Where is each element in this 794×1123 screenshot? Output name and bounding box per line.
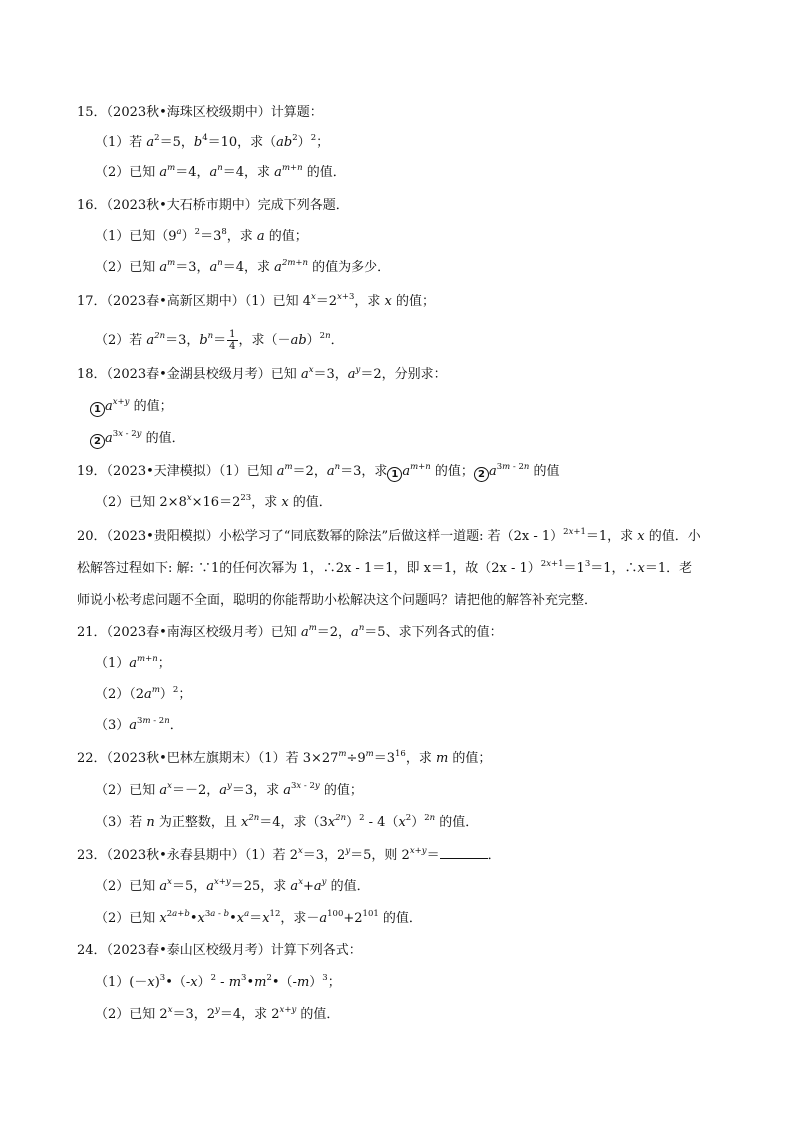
question-15-part-1: （1）若 $a^2=5$，$b^4=10$，求$(ab^2)^2$； [95,133,330,150]
question-24-heading [77,942,362,960]
question-15-heading-text: 15．（2023秋•海珠区校级期中）计算题： [77,105,323,120]
question-23-heading: 23．（2023秋•永春县期中）（1）若 $2^x=3$，$2^y=5$，则 $2^{x+y}=$ ． [77,846,501,863]
question-22-heading: 22．（2023秋•巴林左旗期末）（1）若 $3\times 27^m\div 9^m=3^{16}$，求 m 的值； [77,749,492,766]
question-23-part-2a: （2）已知 $a^x=5$，$a^{x+y}=25$，求 $a^x+a^y$ 的值． [95,877,370,894]
question-17-heading-text: 17．（2023春•高新区期中）（1）已知 [77,294,299,309]
question-18-item-2: 2 $a^{3x - 2y}$ 的值． [90,430,185,449]
circled-number-two: 2 [474,467,489,482]
question-22-part-2: （2）已知 $a^x=-2$，$a^y=3$，求 $a^{3x - 2y}$ 的值； [95,781,363,798]
question-21-part-3: $(3)a^{3m - 2n}$． [95,716,183,733]
question-16-part-1: （1）已知$(9^a)^2=3^8$，求 a 的值； [95,227,308,244]
question-21-heading: 21．（2023春•南海区校级月考）已知 $a^m=2$，$a^n=5$、求下列各式的值： [77,623,503,640]
question-21-part-1: $(1)a^{m+n}$； [95,654,171,671]
question-18-item-1: 1 $a^{x+y}$ 的值； [90,398,173,417]
question-21-part-2: $(2)(2a^m)^2$； [95,685,192,702]
question-18-heading: 18．（2023春•金湖县校级月考）已知 $a^x=3$，$a^y=2$，分别求： [77,365,447,382]
question-16-heading [77,197,349,215]
question-17-part-2: （2）若 $a^{2n}=3$，$b^n=$ $\frac{1}{4}$ ，求$(-ab)^{2n}$． [95,329,344,352]
question-20-line-2: 松解答过程如下: 解: ∵1的任何次幂为 1，∴2x - 1＝1，即 x＝1，故$(2x - 1)^{2x+1}=1^3=1$，∴x＝1．老 [77,559,693,576]
question-21-heading-text: 21．（2023春•南海区校级月考）已知 [77,625,297,640]
question-24-part-1: $(1)(-x)^3•(-x)^2$ - $m^3•m^2•(-m)^3$； [95,973,341,990]
question-23-heading-text: 23．（2023秋•永春县期中）（1）若 [77,848,286,863]
circled-number-two: 2 [90,434,105,449]
question-19-heading: 19．（2023•天津模拟）（1）已知 $a^m=2$，$a^n=3$，求 1 $a^{m+n}$ 的值； 2 $a^{3m - 2n}$ 的值 [77,462,560,480]
question-19-heading-text: 19．（2023•天津模拟）（1）已知 [77,464,273,479]
question-22-part-3: （3）若 n 为正整数，且 $x^{2n}=4$，求$(3x^{2n})^2 - 4(x^2)^{2n}$ 的值． [95,813,479,830]
question-20-line-3-text: 师说小松考虑问题不全面，聪明的你能帮助小松解决这个问题吗？请把他的解答补充完整． [77,593,598,608]
question-24-part-2: （2）已知 $2^x=3$，$2^y=4$，求 $2^{x+y}$ 的值． [95,1005,340,1022]
question-23-part-2b: （2）已知 $x^{2a+b}•x^{3a - b}•x^a=x^{12}$，求$-a^{100}+2^{101}$ 的值． [95,909,422,926]
circled-number-one: 1 [90,402,105,417]
question-15-heading [77,104,323,122]
question-18-heading-text: 18．（2023春•金湖县校级月考）已知 [77,367,297,382]
question-17-heading: 17．（2023春•高新区期中）（1）已知 $4^x=2^{x+3}$，求 x 的值； [77,292,436,309]
question-16-part-2: （2）已知 $a^m=3$，$a^n=4$，求 $a^{2m+n}$ 的值为多少． [95,258,391,275]
question-20-heading-text: 20．（2023•贵阳模拟）小松学习了“同底数幂的除法”后做这样一道题: 若（2x - 1） [77,529,564,544]
answer-blank [440,846,488,859]
question-19-part-2: （2）已知 $2\times 8^x\times 16=2^{23}$，求 x 的值． [95,493,332,510]
question-24-heading-text: 24．（2023春•泰山区校级月考）计算下列各式： [77,943,362,958]
question-20-line-2-text: 松解答过程如下: 解: ∵1的任何次幂为 1，∴2x - 1＝1，即 x＝1，故（2x - 1） [77,561,541,576]
question-15-part-2: （2）已知 $a^m=4$，$a^n=4$，求 $a^{m+n}$ 的值． [95,163,346,180]
question-20-line-3 [77,592,597,610]
question-20-line-1: 20．（2023•贵阳模拟）小松学习了“同底数幂的除法”后做这样一道题: 若（2x - 1）$^{2x+1}$＝1，求 x 的值．小 [77,527,701,544]
fraction-one-quarter: $\frac{1}{4}$ [229,329,236,352]
question-16-heading-text: 16．（2023秋•大石桥市期中）完成下列各题． [77,198,349,213]
question-22-heading-text: 22．（2023秋•巴林左旗期末）（1）若 [77,751,299,766]
circled-number-one: 1 [387,467,402,482]
